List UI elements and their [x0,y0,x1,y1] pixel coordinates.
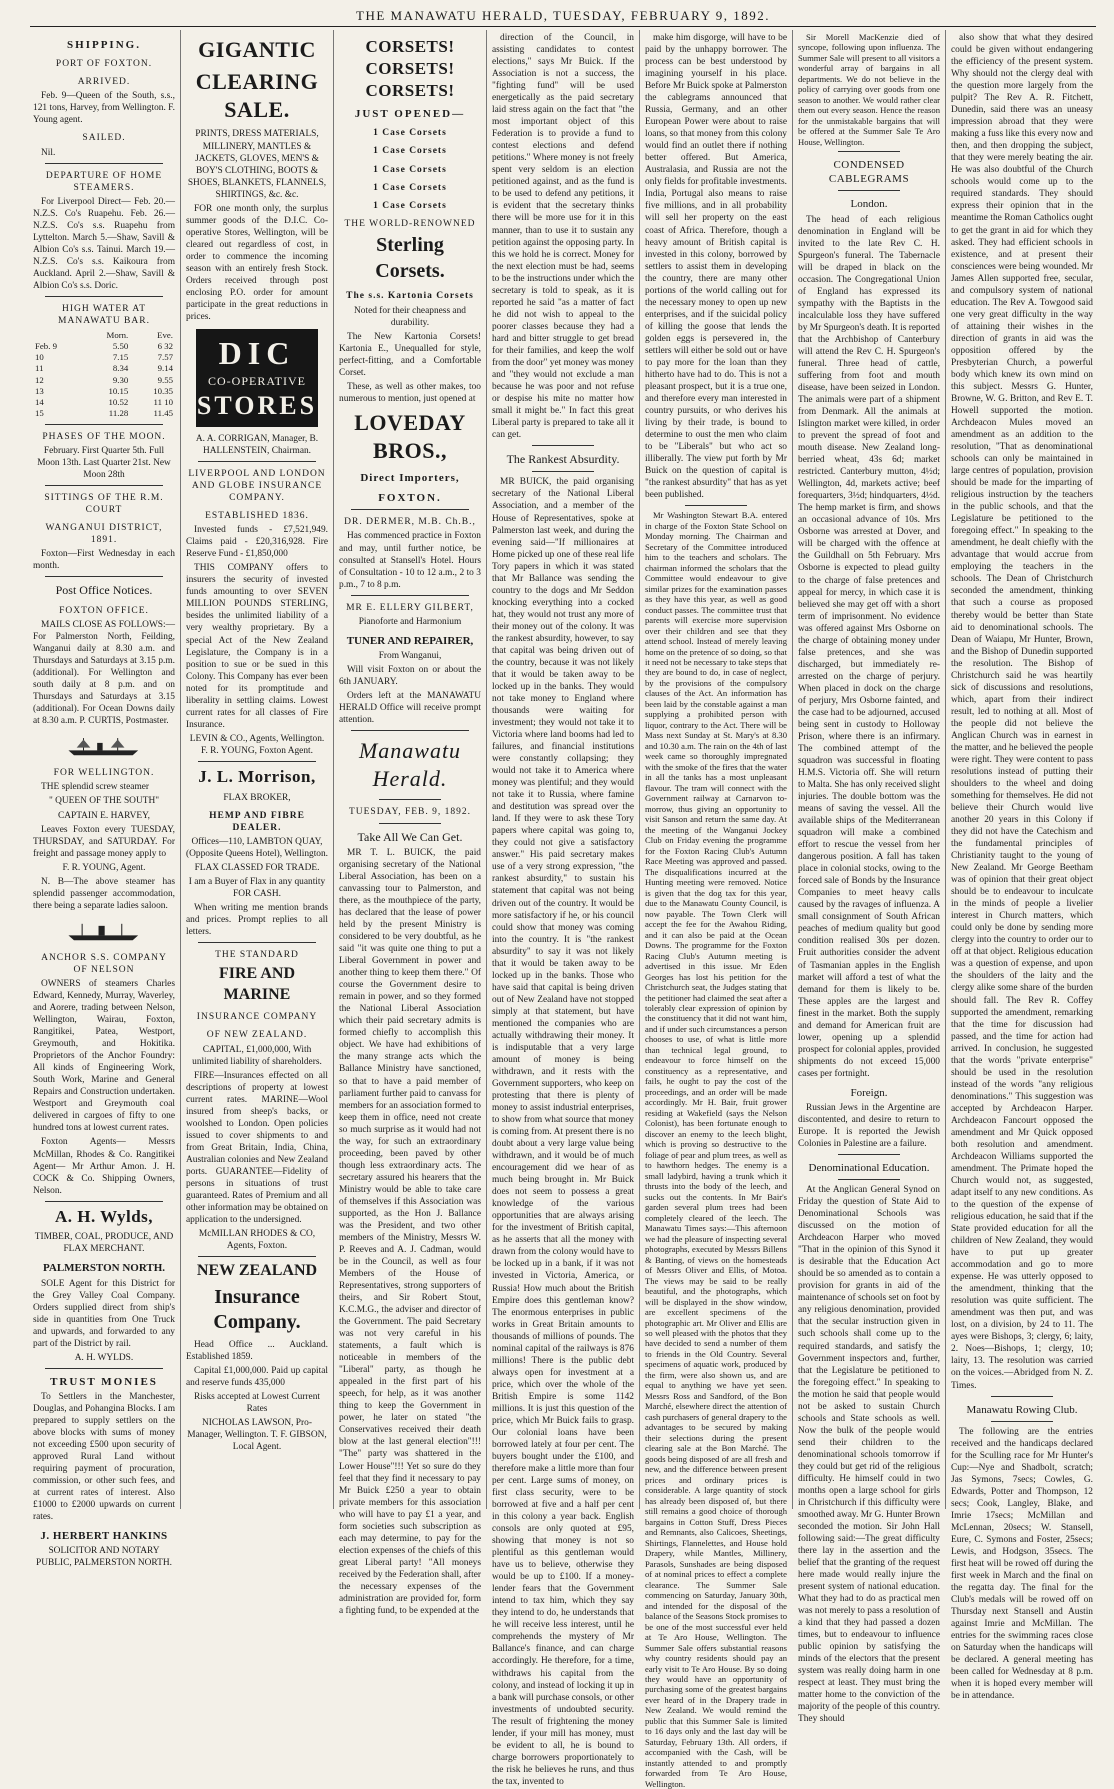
anchor-steamer-icon [63,918,145,946]
orders-text: Orders left at the MANAWATU HERALD Office will receive prompt attention. [339,691,481,726]
rowing-heading: Manawatu Rowing Club. [966,1403,1078,1416]
foxton-heading: FOXTON. [378,492,442,505]
case-line: 1 Case Corsets [373,164,447,175]
divider [838,190,900,191]
masthead [30,8,1096,27]
will-visit: Will visit Foxton on or about the 6th JANUARY. [339,664,481,687]
divider [198,761,316,762]
arrived-heading: ARRIVED. [77,77,131,88]
wanganui-text: From Wanganui, [378,650,442,661]
fire-marine-heading: FIRE AND MARINE [218,965,295,1003]
case-line: 1 Case Corsets [373,182,447,193]
sterling-heading: Sterling Corsets. [375,234,445,282]
divider [838,1179,900,1180]
tide-cell: 9.14 [157,363,173,374]
denom-text: At the Anglican General Synod on Friday the question of State Aid to Denominational Schools was discussed on the motion of Archdeacon Harper who moved "That in the opinion of this Synod it is desirable that the Education Act should be so amended as to contain a provision for grants in aid of the maintenance of schools set on foot by any religious denomination, provided that the secular instruction given in such schools shall come up to the required standards, and satisfy the Government inspectors and, further, that the Legislature be petitioned to the foregoing effect." In speaking to the motion he said that people would not be asked to sustain Church schools and State schools as well. Now the bulk of the people would send their children to the denominational schools tomorrow if they could but get rid of the religious difficulty. He himself could in two months open a large school for girls in Christchurch if this difficulty were smoothed away. Mr G. Hunter Brown seconded the motion. Sir John Hall following said:—The great difficulty there lay in the assertion and the belief that the granting of the request here made would really injure the present system of national education. What they had to do as practical men was not merely to pass a resolution of a kind that they had passed a dozen times, but to endeavour to influence public opinion by satisfying the minds of the electors that the present system was really doing harm in one respect at least. They must bring the matter home to the conviction of the majority of the people of this country. They should [798,1185,940,1725]
steamer-icon [63,733,145,761]
dic-stores: STORES [196,391,318,421]
table-row [33,386,175,397]
wylds-subtitle: TIMBER, COAL, PRODUCE, AND FLAX MERCHANT. [34,1232,174,1255]
rowing-text: The following are the entries received and the handicaps declared for the Sculling race for Mr Hunter's Cup:—Nye and Shadbolt, scratch; Jas Symons, 7secs; Cowles, G. Edwards, Potter and Thompson, 12 secs; Cook, Langley, Blake, and Imrie 17secs; McMillan and McLennan, 20secs; W. Stansell, Eure, C. Symons and Foster, 25secs; Lewis, and Hodgson, 35secs. The first heat will be rowed off during the first week in March and the final on the regatta day. The final for the Club's medals will be rowed off on Thursday next Stansell and Austin against Imrie and McMillan. The entries for the swimming races close on Saturday when the handicaps will be declared. A general meeting has been called for Wednesday at 8 p.m. when it is hoped every member will be in attendance. [951,1426,1093,1702]
arrived-text: Feb. 9—Queen of the South, s.s., 121 tons, Harvey, from Wellington. F. Young agent. [33,91,175,126]
wylds-title: A. H. Wylds, [54,1206,154,1226]
flax-buyer: I am a Buyer of Flax in any quantity FOR CASH. [188,877,326,900]
risks-text: Risks accepted at Lowest Current Rates [193,1391,320,1414]
tide-cell: 11 [35,363,44,374]
table-row [33,363,175,374]
departure-heading: DEPARTURE OF HOME STEAMERS. [45,170,163,193]
divider [45,485,163,486]
dateline: TUESDAY, FEB. 9, 1892. [348,807,472,818]
cables-heading: CONDENSED CABLEGRAMS [828,159,910,186]
divider [198,461,316,462]
shipping-heading: SHIPPING. [67,39,141,51]
post-text: MAILS CLOSE AS FOLLOWS:— For Palmerston North, Feilding, Wanganui daily at 8.30 a.m. and Thursdays and Saturdays at 3.15 p.m. (additional). For Wellington and south daily at 8 p.m. and on Thursdays and Saturdays at 3.15 (additional). For Ocean Downs daily at 8.30 a.m. P. CURTIS, Postmaster. [33,620,175,727]
divider [532,445,594,446]
column-2 [180,30,333,1509]
dermer-text: Has commenced practice in Foxton and may, until further notice, be consulted at Stansell's Hotel. Hours of Consultation - 10 to 12 a.m., 2 to 3 p.m., 7 to 8 p.m. [339,531,481,590]
divider [991,1421,1053,1422]
rankest-text: MR BUICK, the paid organising secretary of the National Liberal Association, and a member of the House of Representatives, spoke at Palmerston last week, and during the evening said—"If millionaires at Home picked up one of these real life Tory papers in which it was stated that Mr Ballance was sending the country to the dogs and Mr Seddon knocking everything into a cocked hat, they would not trust any more of their money out of the colony. It was the rankest absurdity, however, to say that capital was being driven out of the country, because it was not likely that it would be taken away to be locked up in the banks. They would not take money to England where thousands were waiting for investment; they would not take it to Victoria where land booms had led to failures, and financial institutions were constantly collapsing; they would not take it to America where money was plentiful; and they would not take it to Russia, where famine and destitution was spread over the land. If they were to ask these Tory papers where capital was going to, they could not give a satisfactory answer." His paid secretary makes use of a very strong expression, "the rankest absurdity," to sustain his statement that capital was not being driven out of the country. It would be more satisfactory if he, or his council could show that money was coming into the country. It is "the rankest absurdity" to say it was not likely that it would be taken away to be locked up in the banks. Those who have said that capital is being driven out of New Zealand have not stopped simply at that statement, but have mentioned the companies who are actually withdrawing their money. It is indisputable that a very large amount of money is being withdrawn, and it rests with the Government supporters, who keep on protesting that there is plenty of money to assist industrial enterprises, to show from what source that money is coming from. At present there is no doubt about a very large value being withdrawn, and it would be of much encouragement did we hear of as much being brought in. Mr Buick does not seem to possess a great knowledge of the various opportunities that are always arising for the investment of British capital, as he asserts that all the money with drawn from the colony would have to be locked up in a bank, if it was not invested in Victoria, America, or Russia! How much about the British Empire does this gentleman know? The enormous enterprises in public works in Great Britain amounts to thousands of millions of pounds. The nominal capital of the railways is 876 millions! There is the public debt always open for investment at a price, which over the whole of the British Empire is some 1142 millions. It is just this question of the price, which Mr Buick fails to grasp. Our colonial loans have been borrowed lately at four per cent. The buyers bought under the £100, and therefore make a little more than four per cent. Large sums of money, on first class security, were to be borrowed at five and a half per cent in this colony a year back. English consols are only quoted at £95, showing that money is not so plentiful as this gentleman would have us to believe, otherwise they would be up to £100. If a money-lender fears that the Government intend to tax him, which they say they intend to do, he understands that he will receive less interest, until he comprehends the mystery of Mr Ballance's finance, and can charge accordingly. He therefore, for a time, withdraws his capital from the colony, and instead of locking it up in a bank will purchase consols, or other investments of undoubted security. The result of frightening the money lender, if your mill has money, must be evident to all, he is bound to charge borrowers proportionately to the risk he believes he runs, and thus the tax, invented to [492,477,634,1787]
tide-heading: HIGH WATER AT MANAWATU BAR. [58,304,150,327]
divider [45,296,163,297]
capital-text: CAPITAL, £1,000,000, With unlimited liability of shareholders. [192,1044,322,1067]
court-subheading: WANGANUI DISTRICT, 1891. [45,523,163,546]
lawson-sign: NICHOLAS LAWSON, Pro-Manager, Wellington. T. F. GIBSON, Local Agent. [187,1417,327,1453]
captain-name: CAPTAIN E. HARVEY, [57,810,151,821]
tide-cell: 6 32 [157,340,173,351]
post-heading: Post Office Notices. [55,583,153,598]
moon-text: February. First Quarter 5th. Full Moon 13th. Last Quarter 21st. New Moon 28th [37,445,171,480]
rankest-heading: The Rankest Absurdity. [506,452,620,467]
sale-text: FOR one month only, the surplus summer goods of the D.I.C. Co-operative Stores, Wellington, will be cleared out regardless of cost, in order to commence the incoming season with an entirely fresh Stock. Orders received through post enclosing P.O. order for amount participate in the great reductions in prices. [186,203,328,322]
rankest-continued: make him disgorge, will have to be paid by the unhappy borrower. The process can be best understood by imagining yourself in his place. Before Mr Buick spoke at Palmerston the cablegrams announced that Russia, Germany, and an other European Power were about to raise loans, so that money from this colony would find an outlet there if nothing better offered. But America, Australasia, and Russia are not the only fields for profitable investments. India, Portugal also means to raise five millions, and in all probability will sell her property on the east coast of Africa. Therefore, though a heavy amount of British capital is invested in this colony, borrowed by settlers to assist them in developing the country, there are many other portions of the world calling out for the necessary money to open up new enterprises, and if the suicidal policy of killing the goose that lends the golden eggs is persevered in, the settlers will either be sold out or have to pay more for the loan than they hitherto have had to do. This is not a pleasant prospect, but it is a true one, and therefore every man interested in country pursuits, or who derives his living by their trade, is bound to determine to oust the men who claim to be "Liberals" but who act so illiberally. The view put forth by Mr Buick on the question of capital is "the rankest absurdity" that has as yet been published. [645,33,787,501]
dic-logo [196,329,318,427]
trust-heading: TRUST MONIES [50,1375,158,1388]
hankins-name: J. HERBERT HANKINS [40,1530,168,1543]
wellington-heading: FOR WELLINGTON. [53,768,155,779]
of-nz-heading: OF NEW ZEALAND. [206,1030,308,1041]
editorial-heading: Take All We Can Get. [357,829,463,844]
wylds-sign: A. H. WYLDS. [74,1352,134,1363]
wylds-text: SOLE Agent for this District for the Grey Valley Coal Company. Orders supplied direct from ship's side in quantities from One Truck and upwards, and forwarded to any part of the District by rail. [33,1278,175,1349]
tide-cell: 10.35 [153,385,173,396]
dic-sign: A. A. CORRIGAN, Manager, B. HALLENSTEIN, Chairman. [195,433,319,456]
anchor-agents: Foxton Agents— Messrs McMillan, Rhodes & Co. Rangitikei Agent— Mr Arthur Amon. J. H. COCK & Co. Shipping Owners, Nelson. [33,1137,175,1196]
column-7 [945,30,1098,1702]
divider [45,163,163,164]
lg-heading: LIVERPOOL AND LONDON AND GLOBE INSURANCE COMPANY. [188,468,326,503]
insurance-company-heading: Insurance Company. [213,1285,301,1334]
hankins-subtitle: SOLICITOR AND NOTARY PUBLIC, PALMERSTON NORTH. [36,1546,172,1569]
tide-cell: 7.57 [157,352,173,363]
port-heading: PORT OF FOXTON. [55,59,153,70]
divider [532,471,594,472]
divider [351,595,469,596]
tide-table [33,330,175,420]
post-subheading: FOXTON OFFICE. [59,605,149,616]
wellington-text: THE splendid screw steamer [41,782,150,793]
divider [838,1154,900,1155]
tide-cell: 5.50 [112,340,129,351]
editorial-continued: direction of the Council, in assisting candidates to contest elections," says Mr Buick. If the Association is not a success, the "fighting fund" will be used energetically as the paid secretary laid stress again on the fact that "the most important object of this Federation is to provide a fund to contest elections and defend petitions." Where money is not freely spent very seldom is an election petitioned against, and as the fund is to be used to defend any petitions, it is evident that the secretary thinks there will be more use for it in this manner, than to use it to sustain any petition against the opposing party. In this we hold he is correct. Money for the next election must be had, seems to be the instructions under which the secretary is told to speak, as it is reported he said "as a matter of fact he did not wish to appeal to the poorer classes because they had a hard and bitter struggle to get bread for their families, and keep the wolf from the door" yet money was money and "they would not exclude a man because he was poor and not refuse or despise his mite no matter how small it might be." In fact this great Liberal party is prepared to take all it can get. [492,33,634,441]
steamer-note: N. B—The above steamer has splendid passenger accommodation, there being a separate ladies saloon. [33,876,175,911]
piano-text: Pianoforte and Harmonium [358,616,462,627]
trust-text: To Settlers in the Manchester, Douglas, and Pohangina Blocks. I am prepared to supply settlers on the above blocks with sums of money not exceeding £500 upon security of approved Rural Land without requiring payment of procuration, commission, or other such fees, and at current rates of interest. Also £1000 to £2000 upwards on current rates. [33,1391,175,1523]
nz-heading: NEW ZEALAND [196,1262,318,1280]
goods-list: PRINTS, DRESS MATERIALS, MILLINERY, MANTLES & JACKETS, GLOVES, MEN'S & BOY'S CLOTHING, BOOTS & SHOES, BLANKETS, FLANNELS, SHIRTINGS, &c. &c. [187,129,327,200]
tide-cell: 11.45 [153,408,173,419]
tide-cell: 7.15 [112,352,129,363]
sailed-text: Nil. [41,147,56,158]
fire-text: FIRE—Insurances effected on all descriptions of property at lowest current rates. MARINE—Wool insured from sheep's backs, or woolshed to London. Open policies issued to cover shipments to and from Great Britain, India, China, Australian colonies and New Zealand ports. GUARANTEE—Fidelity of persons in situations of trust guaranteed. Rates of Premium and all other information may be obtained on application to the undersigned. [186,1070,328,1226]
denom-continued: also show that what they desired could be given without endangering the efficiency of the present system. Why should not the clergy deal with the question more largely from the pulpit? The Rev A. R. Fitchett, Dunedin, said there was an uneasy impression abroad that they were making a fuss like this every now and then, and then dropping the subject, that they were merely beating the air. He was also doubtful of the Church schools would come up to the required standards. They should express their opinion that in the meantime the Roman Catholics ought to get the grant in aid for which they asked. They had efficient schools in existence, and at present their consciences were being wounded. Mr James Allen supported free, secular, and compulsory system of national education. The Rev A. Towgood said one very great difficulty in the way of attaining their wishes in the direction of grants in aid was the opposition offered by the Presbyterian Church, a powerful body which knew its own mind on this subject. Messrs G. Hunter, Browne, W. G. Britton, and Rev E. T. Howell supported the motion. Archdeacon Mules moved an amendment as an addition to the resolution, "That as denominational schools can only be maintained in large centres of population, provision should be made for the imparting of religious instruction by the teachers in the public schools, and that the Legislature be petitioned to the foregoing effect." In speaking to the amendment, he dealt chiefly with the advantage that would accrue from employing the teachers in the schools. The Dean of Christchurch seconded the amendment, thinking that such a course as proposed thereby would be better than State aid to denominational schools. The Dean of Waiapu, Mr Hunter, Brown, and the Bishop of Dunedin supported the resolution. The Bishop of Christchurch said he was heartily sick of discussions and resolutions, which, apart from their indirect result, led to nothing at all. Most of the people did not believe the Anglican Church was in earnest in the matter, and he believed the people were right. They were content to pass resolutions instead of putting their shoulders to the wheel and doing something for themselves. He did not believe their Church would live another 20 years in this Colony if they did not have the Catechism and the fundamental principles of Christianity taught to the young of New Zealand. Mr George Beetham was of opinion that their great object should be to endeavour to inculcate in the minds of people a livelier interest in Church matters, which could only be done by sending more clergy into the country to order our to off at that object. Religious education was a question of expense, and upon the shoulders of the laity and the clergy alike some share of the burden should fall. The Rev R. Coffey supported the amendment, remarking that the time for discussion had passed, and the time for action had arrived. In conclusion, he suggested that the words "private enterprise" should be used in the resolution instead of the words "any religious denominations." This suggestion was accepted by Archdeacon Harper. Archdeacon Fancourt opposed the amendment and Mr Quick opposed both resolution and amendment. Archdeacon Williams supported the amendment. The Primate hoped the Church would not, as suggested, adapt itself to any new conditions. As to the question of the expense of religious education, he said that if the State provided education for all the children of New Zealand, they would have to put up greater accommodation and go to more expense. He was utterly opposed to the amendment, thinking that the resolution was quite sufficient. The amendment was then put, and was lost, on a division, by 24 to 11. The ayes were Bishops, 3; clergy, 6; laity, 2. Noes—Bishops, 1; clergy, 10; laity, 13. The resolution was carried on the voices.—Abridged from N. Z. Times. [951,33,1094,1391]
just-opened: JUST OPENED— [354,108,466,121]
flax-classed: FLAX CLASSED FOR TRADE. [194,862,320,873]
tide-cell: 14 [35,397,44,408]
tide-cell: 9.55 [157,374,173,385]
divider [45,424,163,425]
sailed-heading: SAILED. [82,133,126,144]
agent-sign: F. R. YOUNG, Agent. [62,862,146,873]
tide-cell: 8.34 [112,363,129,374]
flax-write: When writing me mention brands and prices. Prompt replies to all letters. [186,903,328,938]
tuner-heading: TUNER AND REPAIRER, [346,634,474,647]
denom-heading: Denominational Education. [808,1162,930,1175]
standard-heading: THE STANDARD [215,950,299,961]
tide-head-cell [33,330,82,341]
head-office: Head Office ... Auckland. Established 1859. [186,1339,328,1362]
divider [198,1256,316,1257]
morrison-address: Offices—110, LAMBTON QUAY, (Opposite Queens Hotel), Wellington. [186,836,329,859]
local-notes: Mr Washington Stewart B.A. entered in charge of the Foxton State School on Monday morning. The Chairman and Secretary of the Committee introduced him to the teachers and scholars. The chairman informed the scholars that the Committee would endeavour to give similar prizes for the examination passes as they have this year, as well as good conduct passes. The committee trust that parents will exercise more supervision over their children and see that they attend school. Instead of merely leaving home on the pretence of so doing, so that it need not be necessary to take steps that they are bound to do, in case of neglect, by the provisions of the compulsory clauses of the Act. An information has been laid by the constable against a man supplying a prohibited person with liquor, contrary to the Act. There will be Mass next Sunday at St. Mary's at 8.30 and 10.30 a.m. The rain on the 4th of last week came so thoroughly impregnated with the smoke of the fires that the water in all the tanks has a most unpleasant flavour. The tram will connect with the Government railway at Carnarvon to-morrow, thus giving an opportunity to visit Sanson and return the same day. At the meeting of the Wanganui Jockey Club on Friday evening the programme for the Foxton Racing Club's Autumn Race Meeting was approved and passed. The disqualifications incurred at the Hunting meeting were removed. Notice is given that the dog tax for this year, due to the Manawatu County Council, is now payable. The Town Clerk will accept the fee for the Awahou Riding, and it can also be paid at the Ocean Downs. The programme for the Foxton Racing Club's Autumn meeting is advertised in this issue. Mr Eden Georges has lost his petition for the Christchurch seat, the Judges stating that the petitioner had claimed the seat after a tolerably clear expression of opinion by the constituency that it did not want him, and if under such circumstances a person chooses to use, of what is little more than technical legal ground, to endeavour to force himself on the constituency as a representative, and fails, he ought to pay the cost of the proceedings, and an order will be made accordingly. Mr H. Bair, fruit grower residing at Wakefield (says the Nelson Colonist), has been fortunate enough to discover an enemy to the leech blight, which is proving so destructive to the foliage of pear and plum trees, as well as to hawthorn hedges. The enemy is a small ladybird, having a trunk which it thrusts into the body of the leech, and sucks out the contents. In Mr Bair's garden several plum trees had been completely cleared of the leech. The Manawatu Times says:—This afternoon we had the pleasure of inspecting several photographs, executed by Messrs Billens & Banting, of views on the homesteads of Messrs Oliver and Ellis, of Motoa. The views may be said to be really beautiful, and the photographs, which will be displayed in the show window, are excellent specimens of the photographic art. Mr Oliver and Ellis are so well pleased with the photos that they have decided to send a number of them to friends in the Old Country. Several specimens of aquatic work, produced by the firm, were also shown us, and are equal to anything we have yet seen. Messrs Ross and Sandford, of the Bon Marché, elsewhere direct the attention of cash purchasers of general drapery to the advantages to be secured by making their selections during the present clearing sale at the Bon Marché. The goods being disposed of are all fresh and new, and the difference between present prices and ordinary prices is considerable. A large quantity of stock has already been disposed of, but there still remains a good choice of thorough bargains in Cotton Stuff, Dress Pieces and Remnants, also Calicoes, Sheetings, Shirtings, Flannelettes, and House hold Drapery, while Mantles, Millinery, Parasols, Sunshades are being disposed of at nominal prices to effect a complete clearance. The Summer Sale commencing on Saturday, January 30th, and intended for the disposal of the balance of the Seasons Stock promises to be one of the most successful ever held at Te Aro House, Wellington. The Summer Sale offers substantial reasons why country residents should pay an early visit to Te Aro House. By so doing they would have an opportunity of purchasing some of the greatest bargains ever heard of in the Drapery trade in New Zealand. We would remind the public that this Summer Sale is limited to 16 days only and the last day will be Saturday, February 13th. All orders, if accompanied with the Cash, will be instantly attended to and promptly forwarded from Te Aro House, Wellington. [645,510,787,1789]
table-row [33,330,175,341]
world-renowned: THE WORLD-RENOWNED [344,219,476,230]
case-line: 1 Case Corsets [373,128,447,139]
column-1 [28,30,180,1569]
london-heading: London. [850,198,888,211]
divider [685,505,747,506]
mcmillan-sign: McMILLAN RHODES & CO, Agents, Foxton. [198,1229,316,1252]
masthead-title: THE MANAWATU HERALD, TUESDAY, FEBRUARY 9, 1892. [356,8,770,23]
london-text: The head of each religious denomination in England will be invited to the late Rev C. H. Spurgeon's funeral. The Tabernacle will be draped in black on the occasion. The Congregational Union of England has expressed its sympathy with the Baptists in the incalculable loss they have suffered by Mr Spurgeon's death. It is reported that the Archbishop of Canterbury will attend the Rev C. H. Spurgeon's funeral. Three head of cattle, suffering from foot and mouth disease, have been seized in London. The animals were part of a shipment from Denmark. All the animals at Islington market were killed, in order to prevent the spread of foot and mouth disease. New Zealand long-berried wheat, 43s 6d; market restricted. Canterbury mutton, 4½d; Wellington, 4d, markets active; beef forequarters, 3½d; hindquarters, 4½d. The hemp market is firm, and shows an occasional advance of 10s. Mrs Osborne was arrested at Dover, and will be charged with the offence at the Guildhall on 5th February. Mrs Osborne is expected to plead guilty to the charge of false pretences and appeal for mercy, in which case it is believed she may get off with a short term of imprisonment. No evidence was offered against Mrs Osborne on the charge of obtaining money under false pretences, and she was discharged, but immediately re-arrested on the charge of perjury. When placed in dock on the charge of perjury, Mrs Osborne fainted, and the case had to be adjourned, accused being sent in custody to Holloway Prison, where there is an infirmary. The combined attempt of the squadron was successful in floating H.M.S. Victoria off. She will return to Malta. She has only received slight injuries. The double bottom was the means of saving the vessel. All the available ships of the Mediterranean squadron will make a combined effort to rescue the vessel from her dangerous position. A fall has taken place in colonial stocks, owing to the forced sale of Bonds by the Insurance Companies to meet heavy calls caused by the ravages of influenza. A small consignment of South African peaches of medium quality but good condition realised 30s per dozen. Fruit authorities consider the advent of Tasmanian apples in the English market will afford a test of what the demand for them is likely to be. These apples are the largest and finest in the market. Both the supply and demand for American fruit are lower, opening up a splendid prospect for colonial apples, provided shipments do not exceed 15,000 cases per fortnight. [798,214,940,1079]
tide-cell: 13 [35,385,44,396]
table-row [33,341,175,352]
column-4 [486,30,639,1787]
lg-text: THIS COMPANY offers to insurers the security of invested funds amounting to over SEVEN MILLION POUNDS STERLING, besides the unlimited liability of a very wealthy proprietary. By a special Act of the New Zealand Legislature, the Company is in a position to sue or be sued in this Colony. This Company has ever been noted for its promptitude and liberality in settling claims. Lowest current rates for all classes of Fire Insurance. [186,563,328,730]
moon-heading: PHASES OF THE MOON. [42,431,166,442]
anchor-text: OWNERS of steamers Charles Edward, Kennedy, Murray, Waverley, and Aorere, trading between Nelson, Wellington, Wairau, Foxton, Rangitikei, Patea, Westport, Greymouth, and Hokitika. Proprietors of the Anchor Foundry: All kinds of Engineering Work, South Work, Marine and General Repairs and Construction undertaken. Westport and Greymouth coal delivered in cargoes of fifty to one hundred tons at lowest current rates. [33,979,175,1134]
table-row [33,352,175,363]
lg-sign: LEVIN & CO., Agents, Wellington. F. R. YOUNG, Foxton Agent. [189,733,325,756]
dic-letters: DIC [218,334,296,371]
divider [45,1368,163,1369]
dic-coop: CO-OPERATIVE [208,373,306,388]
divider [198,942,316,943]
corsets-heading: CORSETS! CORSETS! CORSETS! [365,37,455,100]
court-text: Foxton—First Wednesday in each month. [33,549,175,572]
divider [991,1396,1053,1397]
court-heading: SITTINGS OF THE R.M. COURT [44,492,164,515]
column-5 [639,30,792,1789]
morrison-heading: J. L. Morrison, [198,766,316,786]
flax-broker: FLAX BROKER, [223,792,291,803]
loveday-heading: LOVEDAY BROS., [354,409,466,464]
tide-cell: 12 [35,374,44,385]
divider [379,823,441,824]
palmerston-heading: PALMERSTON NORTH. [42,1262,166,1275]
ins-co-heading: INSURANCE COMPANY [196,1012,318,1023]
hemp-heading: HEMP AND FIBRE DEALER. [209,810,305,833]
editorial-text: MR T. L. BUICK, the paid organising secretary of the National Liberal Association, has been on a canvassing tour to Palmerston, and there, as the mouthpiece of the party, has declared that the lease of power held by the present Ministry is considered to be very doubtful, as he said "it was quite one thing to put a Liberal Government in power and another thing to keep them there." Of course the Government desire to remain in power, and so they formed the National Liberal Association which their paid secretary admits is formed chiefly to accomplish this object. We have had exhibitions of the many strange acts which the Ballance Ministry have sanctioned, so that to have a paid member of parliament further paid to canvass for members for an association formed to keep them in office, need not create so much surprise as it would had not the way, for such an extraordinary proceeding, been paved by other though less extraordinary acts. The secretary assured his hearers that the Ministry would be able to take care of themselves if this Association was supported, as the Hon J. Ballance was the President, and two other members of the Ministry, Messrs W. P. Reeves and A. J. Cadman, would be in the Council, as well as four Members of the House of Representatives, strong supporters of theirs, and Sir Robert Stout, K.C.M.G., the adviser and director of the Government. The paid Secretary was not very careful in his statements, a fault which is noticeable in members of the "Liberal" party, as though he appealed in the first part of his speech, for help, as it was another thing to keep the Government in power, he later on stated "the Conservatives received their death blow at the last general election"!!! "The" party was shattered in the Lower House"!!! Yet so sure do they feel that they find it necessary to pay Mr Buick £250 a year to obtain private members for this association who will have to pay £1 a year, and form societies such subscription as each may determine, to pay for the election expenses of the chiefs of this great Liberal party! "All moneys received by the Federation shall, after the necessary expenses of the administration are provided for, form a fighting fund, to be expended at the [339,847,481,1616]
tide-head-cell: Eve. [157,329,173,340]
case-line: 1 Case Corsets [373,146,447,157]
tide-cell: 15 [35,408,44,419]
divider [351,730,469,731]
lg-established: ESTABLISHED 1836. [205,511,309,522]
dermer-heading: DR. DERMER, M.B. Ch.B., [344,517,476,528]
tide-head-cell: Morn. [106,329,129,340]
steamer-illustration [63,733,145,761]
steamer-name: " QUEEN OF THE SOUTH" [48,796,160,807]
anchor-heading: ANCHOR S.S. COMPANY OF NELSON [41,952,167,975]
lg-funds: Invested funds - £7,521,949. Claims paid - £20,316,928. Fire Reserve Fund - £1,850,000 [186,525,328,560]
gigantic-heading: GIGANTIC [198,37,316,62]
tide-cell: 10.52 [108,397,129,408]
column-3 [333,30,486,1616]
herald-nameplate: Manawatu Herald. [358,738,462,792]
notes-continued: Sir Morell MacKenzie died of syncope, following upon influenza. The Summer Sale will present to all visitors a wonderful array of bargains in all departments. We do not believe in the policy of carrying over goods from one season to another. We would rather clear them out every season. Hence the reason for the unmistakable bargains that will be offered at the Summer Sale Te Aro House, Wellington. [798,32,940,147]
gilbert-heading: MR E. ELLERY GILBERT, [346,602,474,613]
table-row [33,375,175,386]
divider [379,799,441,800]
kartonia-heading: The s.s. Kartonia Corsets [346,291,474,302]
divider [45,1201,163,1202]
tide-cell: 10.15 [108,385,129,396]
tide-cell: Feb. 9 [35,340,57,351]
tide-cell: 11.28 [108,408,129,419]
direct-importers: Direct Importers, [360,472,460,485]
steamer-schedule: Leaves Foxton every TUESDAY, THURSDAY, and SATURDAY. For freight and passage money apply to [33,824,175,859]
steamer-illustration [63,918,145,946]
case-line: 1 Case Corsets [373,200,447,211]
table-row [33,397,175,408]
capital2-text: Capital £1,000,000. Paid up capital and reserve funds 435,000 [186,1365,328,1388]
tide-cell: 10 [35,352,44,363]
column-6 [792,30,945,1725]
noted-text: Noted for their cheapness and durability. [354,305,466,328]
these-text: These, as well as other makes, too numerous to mention, just opened at [339,381,481,404]
table-row [33,408,175,419]
divider [351,509,469,510]
divider [45,576,163,577]
foreign-heading: Foreign. [850,1086,888,1099]
clearing-heading: CLEARING SALE. [195,69,319,123]
departure-text: For Liverpool Direct— Feb. 20.—N.Z.S. Co's Ruapehu. Feb. 26.—N.Z.S. Co's s.s. Ruapehu from Lyttelton. March 5.—Shaw, Savill & Albion Co's s.s. Tainui. March 19.—N.Z.S. Co's s.s. Kaikoura from Auckland. April 2.—Shaw, Savill & Albion Co's s.s. Doric. [33,196,175,292]
tide-cell: 11 10 [153,397,173,408]
divider [838,151,900,152]
new-kartonia: The New Kartonia Corsets! Kartonia E., Unequalled for style, perfect-fitting, and a Comfortable Corset. [339,331,481,378]
foreign-text: Russian Jews in the Argentine are discontented, and desire to return to Europe. It is reported the Jewish Colonies in Palestine are a failure. [798,1102,940,1149]
tide-cell: 9.30 [112,374,129,385]
columns [28,30,1098,1789]
